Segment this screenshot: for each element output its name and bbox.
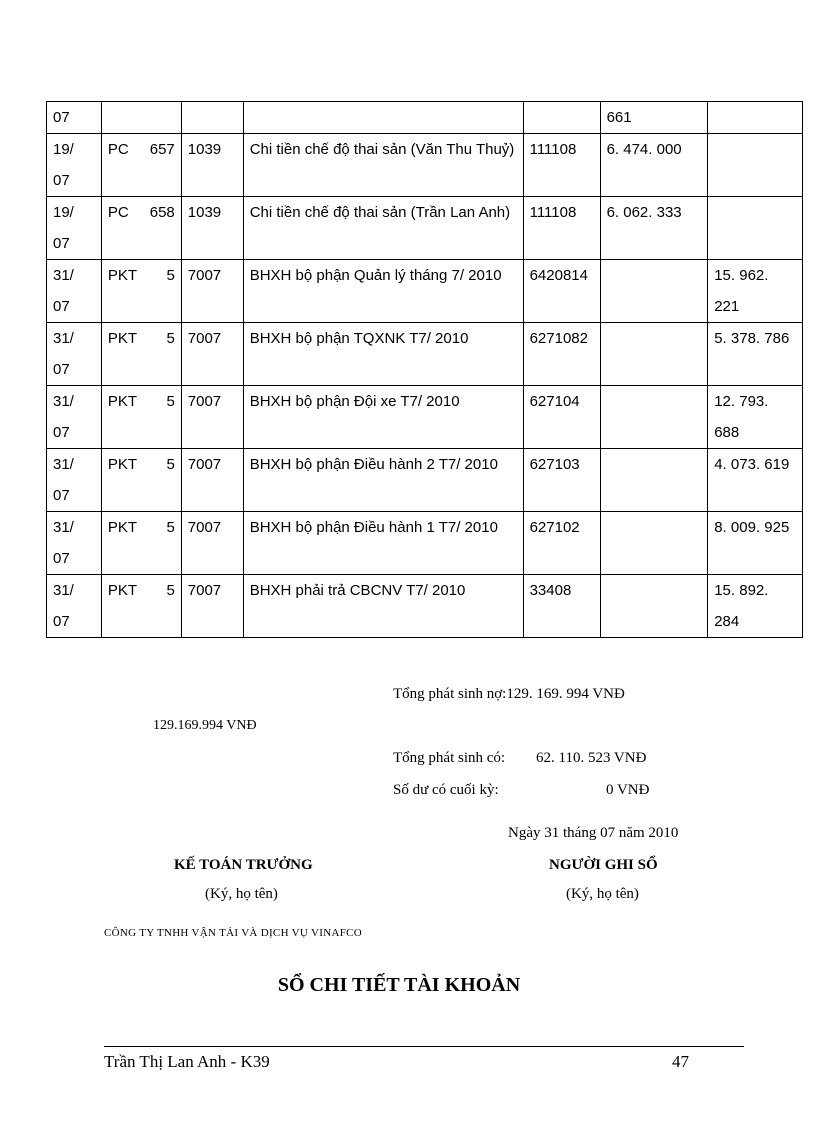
voucher-cell xyxy=(101,512,181,575)
voucher-number: 5 xyxy=(166,330,175,347)
description-cell: BHXH bộ phận Quản lý tháng 7/ 2010 xyxy=(243,260,523,323)
description-cell: Chi tiền chế độ thai sản (Trần Lan Anh) xyxy=(243,197,523,260)
doc-number-cell: 7007 xyxy=(181,260,243,323)
voucher-type: PKT xyxy=(107,267,138,284)
date-day: 31/ xyxy=(53,519,74,536)
chief-accountant-title: KẾ TOÁN TRƯỞNG xyxy=(174,857,313,873)
voucher-cell xyxy=(101,102,181,134)
voucher-number: 5 xyxy=(166,582,175,599)
voucher-number: 5 xyxy=(166,456,175,473)
date-month: 07 xyxy=(53,361,70,378)
description-cell: BHXH bộ phận TQXNK T7/ 2010 xyxy=(243,323,523,386)
description-cell: BHXH bộ phận Đội xe T7/ 2010 xyxy=(243,386,523,449)
table-row xyxy=(47,102,803,134)
debit-cell xyxy=(600,323,708,386)
date-month: 07 xyxy=(53,298,70,315)
credit-cell: 12. 793. 688 xyxy=(708,386,803,449)
account-cell: 33408 xyxy=(523,575,600,638)
voucher-number: 5 xyxy=(166,393,175,410)
description-cell: BHXH phải trả CBCNV T7/ 2010 xyxy=(243,575,523,638)
table-row xyxy=(47,260,803,323)
date-cell xyxy=(47,449,102,512)
voucher-type: PKT xyxy=(107,582,138,599)
date-day: 31/ xyxy=(53,393,74,410)
date-day: 31/ xyxy=(53,582,74,599)
credit-cell: 8. 009. 925 xyxy=(708,512,803,575)
debit-cell xyxy=(600,512,708,575)
date-day: 31/ xyxy=(53,267,74,284)
credit-cell xyxy=(708,102,803,134)
date-day: 19/ xyxy=(53,204,74,221)
footer-divider xyxy=(104,1046,744,1047)
description-cell: BHXH bộ phận Điều hành 2 T7/ 2010 xyxy=(243,449,523,512)
credit-cell: 4. 073. 619 xyxy=(708,449,803,512)
account-cell xyxy=(523,102,600,134)
document-title: SỔ CHI TIẾT TÀI KHOẢN xyxy=(277,974,521,996)
date-cell xyxy=(47,512,102,575)
date-month: 07 xyxy=(53,550,70,567)
date-cell xyxy=(47,575,102,638)
debit-cell: 6. 474. 000 xyxy=(600,134,708,197)
description-cell: Chi tiền chế độ thai sản (Văn Thu Thuỷ) xyxy=(243,134,523,197)
date-cell xyxy=(47,323,102,386)
closing-balance-value: 0 VNĐ xyxy=(606,782,650,798)
date-month: 07 xyxy=(53,172,70,189)
date-day: 31/ xyxy=(53,456,74,473)
voucher-number: 658 xyxy=(149,204,175,221)
voucher-number: 657 xyxy=(149,141,175,158)
recorder-sign: (Ký, họ tên) xyxy=(566,886,639,902)
page-number: 47 xyxy=(672,1052,689,1071)
debit-cell xyxy=(600,449,708,512)
debit-cell xyxy=(600,575,708,638)
date-cell xyxy=(47,134,102,197)
doc-number-cell xyxy=(181,102,243,134)
doc-number-cell: 7007 xyxy=(181,386,243,449)
date-cell xyxy=(47,260,102,323)
voucher-cell xyxy=(101,134,181,197)
account-cell: 6420814 xyxy=(523,260,600,323)
voucher-type: PKT xyxy=(107,393,138,410)
date-month: 07 xyxy=(53,424,70,441)
voucher-type: PKT xyxy=(107,330,138,347)
credit-cell: 15. 962. 221 xyxy=(708,260,803,323)
date-day: 19/ xyxy=(53,141,74,158)
table-row xyxy=(47,512,803,575)
recorder-title: NGƯỜI GHI SỔ xyxy=(549,857,658,873)
ledger-table xyxy=(46,101,803,638)
total-credit-label: Tổng phát sinh có: xyxy=(393,750,506,766)
credit-cell: 5. 378. 786 xyxy=(708,323,803,386)
doc-number-cell: 7007 xyxy=(181,449,243,512)
description-cell: BHXH bộ phận Điều hành 1 T7/ 2010 xyxy=(243,512,523,575)
doc-number-cell: 1039 xyxy=(181,134,243,197)
table-row xyxy=(47,449,803,512)
voucher-cell xyxy=(101,575,181,638)
closing-balance-label: Số dư có cuối kỳ: xyxy=(393,782,499,798)
voucher-type: PC xyxy=(107,204,129,221)
doc-number-cell: 7007 xyxy=(181,575,243,638)
table-row xyxy=(47,134,803,197)
table-row xyxy=(47,197,803,260)
table-row xyxy=(47,386,803,449)
description-cell xyxy=(243,102,523,134)
account-cell: 6271082 xyxy=(523,323,600,386)
voucher-cell xyxy=(101,386,181,449)
voucher-cell xyxy=(101,197,181,260)
total-debit: Tổng phát sinh nợ:129. 169. 994 VNĐ xyxy=(393,686,625,702)
date-cell xyxy=(47,102,102,134)
debit-cell xyxy=(600,260,708,323)
voucher-type: PC xyxy=(107,141,129,158)
doc-number-cell: 1039 xyxy=(181,197,243,260)
date-month: 07 xyxy=(53,613,70,630)
account-cell: 627103 xyxy=(523,449,600,512)
account-cell: 111108 xyxy=(523,134,600,197)
doc-number-cell: 7007 xyxy=(181,323,243,386)
date-month: 07 xyxy=(53,235,70,252)
debit-cell: 6. 062. 333 xyxy=(600,197,708,260)
date-line: Ngày 31 tháng 07 năm 2010 xyxy=(508,825,679,841)
credit-cell xyxy=(708,197,803,260)
account-cell: 111108 xyxy=(523,197,600,260)
account-cell: 627102 xyxy=(523,512,600,575)
date-day: 07 xyxy=(53,109,70,126)
voucher-type: PKT xyxy=(107,519,138,536)
debit-cell: 661 xyxy=(600,102,708,134)
date-day: 31/ xyxy=(53,330,74,347)
voucher-number: 5 xyxy=(166,519,175,536)
voucher-type: PKT xyxy=(107,456,138,473)
voucher-number: 5 xyxy=(166,267,175,284)
total-credit-value: 62. 110. 523 VNĐ xyxy=(536,750,647,766)
ledger-body xyxy=(47,102,803,638)
doc-number-cell: 7007 xyxy=(181,512,243,575)
table-row xyxy=(47,575,803,638)
account-cell: 627104 xyxy=(523,386,600,449)
voucher-cell xyxy=(101,260,181,323)
date-cell xyxy=(47,386,102,449)
debit-cell xyxy=(600,386,708,449)
credit-cell xyxy=(708,134,803,197)
date-month: 07 xyxy=(53,487,70,504)
credit-cell: 15. 892. 284 xyxy=(708,575,803,638)
chief-accountant-sign: (Ký, họ tên) xyxy=(205,886,278,902)
voucher-cell xyxy=(101,449,181,512)
company-name: CÔNG TY TNHH VẬN TẢI VÀ DỊCH VỤ VINAFCO xyxy=(104,927,362,939)
date-cell xyxy=(47,197,102,260)
total-debit-repeat: 129.169.994 VNĐ xyxy=(153,718,257,733)
footer-author: Trần Thị Lan Anh - K39 xyxy=(104,1052,270,1071)
voucher-cell xyxy=(101,323,181,386)
table-row xyxy=(47,323,803,386)
